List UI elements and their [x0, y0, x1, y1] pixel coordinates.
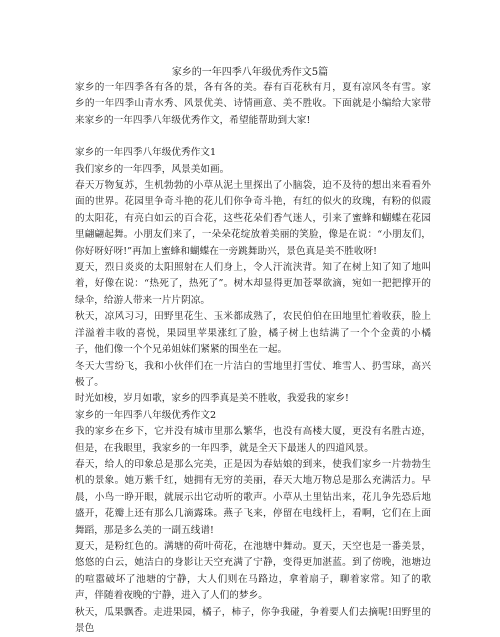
essay-2-opening: 我的家乡在乡下，它并没有城市里那么繁华，也没有高楼大厦，更没有名胜古迹，但是，在我眼里，我家乡的一年四季，就是全天下最迷人的四道风景。: [75, 426, 431, 454]
essay-1-winter: 冬天大雪纷飞，我和小伙伴们在一片洁白的雪地里打雪仗、堆雪人、扔雪球，高兴极了。: [75, 360, 431, 388]
essay-2-heading: 家乡的一年四季八年级优秀作文2: [75, 409, 217, 421]
essay-1-closing: 时光如梭，岁月如歌，家乡的四季真是美不胜收，我爱我的家乡!: [75, 393, 349, 405]
essay-1-summer: 夏天，烈日炎炎的太阳照射在人们身上，令人汗流浃背。知了在树上知了知了地叫着，好像在说：“热死了，热死了”。树木却显得更加苍翠欲滴，宛如一把把撑开的绿伞，给游人带来一片片阴凉。: [75, 262, 431, 306]
section-spacer: [75, 129, 431, 145]
essay-1-opening: 我们家乡的一年四季，风景美如画。: [75, 163, 230, 175]
essay-1-spring: 春天万物复苏，生机勃勃的小草从泥土里探出了小脑袋，迫不及待的想出来看看外面的世界。花园里争奇斗艳的花儿们你争奇斗艳，有红的似火的玫瑰，有粉的似霞的太阳花，有亮白如云的百合花，这些花朵们香气迷人，引来了蜜蜂和蝴蝶在花园里翩翩起舞。小朋友们来了，一朵朵花绽放着美丽的笑脸，像是在说：“小朋友们，你好呀好呀!”再加上蜜蜂和蝴蝶在一旁跳舞助兴，景色真是美不胜收呀!: [75, 180, 431, 257]
essay-1-heading: 家乡的一年四季八年级优秀作文1: [75, 147, 217, 159]
essay-2-spring: 春天，给人的印象总是那么完美，正是因为春姑娘的到来，使我们家乡一片勃勃生机的景象。她万紫千红，她拥有无穷的美丽，春天大地万物总是那么充满活力。早晨，小鸟一睁开眼，就展示出它动听的歌声。小草从土里钻出来，花儿争先恐后地盛开，花瓣上还有那么几滴露珠。燕子飞来，停留在电线杆上，看啊，它们在上面舞蹈，那是多么美的一副五线谱!: [75, 458, 431, 536]
document-title: 家乡的一年四季八年级优秀作文5篇: [171, 67, 329, 78]
essay-1-autumn: 秋天，凉风习习，田野里花生、玉米都成熟了，农民伯伯在田地里忙着收获，脸上洋溢着丰收的喜悦，果园里苹果涨红了脸，橘子树上也结满了一个个金黄的小橘子，他们像一个个兄弟姐妹们紧紧的围坐在一起。: [75, 311, 431, 356]
essay-2-summer: 夏天，是粉红色的。满塘的荷叶荷花，在池塘中舞动。夏天，天空也是一番美景，悠悠的白云，她洁白的身影让天空充满了宁静，变得更加湛蓝。到了傍晚，池塘边的喧嚣破坏了池塘的宁静，大人们则在马路边，拿着扇子，聊着家常。知了的歌声，伴随着夜晚的宁静，进入了人们的梦乡。: [75, 540, 431, 602]
document-body: [75, 80, 431, 637]
intro-paragraph: 家乡的一年四季各有各的景，各有各的美。春有百花秋有月，夏有凉风冬有雪。家乡的一年四季山青水秀、风景优美、诗情画意、美不胜收。下面就是小编给大家带来家乡的一年四季八年级优秀作文，希望能帮助到大家!: [75, 82, 431, 126]
essay-2-autumn: 秋天，瓜果飘香。走进果园，橘子，柿子，你争我碰，争着要人们去摘呢!田野里的景色: [75, 606, 431, 634]
